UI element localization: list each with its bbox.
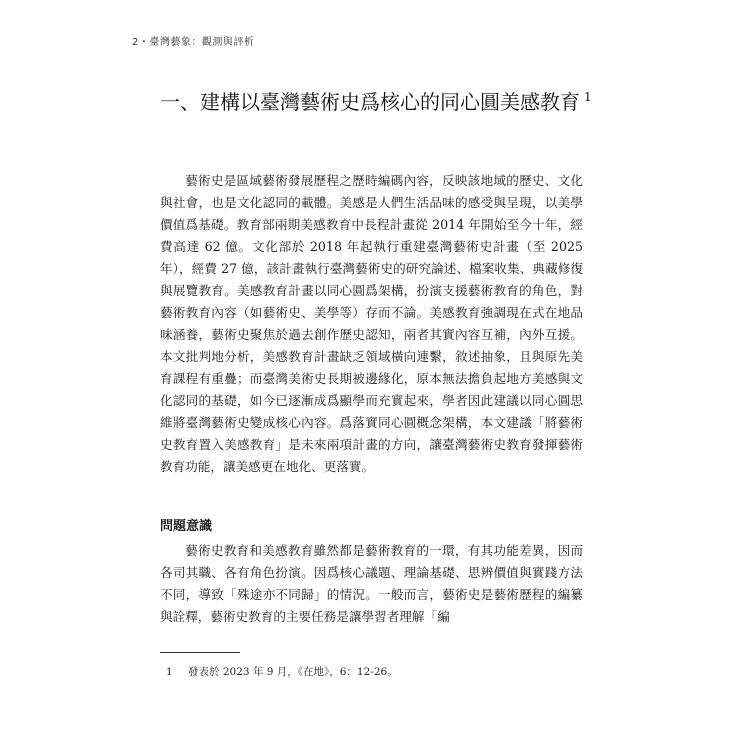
footnote-divider (160, 652, 240, 653)
chapter-title-text: 一、建構以臺灣藝術史爲核心的同心圓美感教育 (160, 90, 580, 114)
footnote-marker: 1 (584, 90, 592, 105)
chapter-title (160, 86, 630, 115)
issue-paragraph: 藝術史教育和美感教育雖然都是藝術教育的一環，有其功能差異，因而各司其職、各有角色扮演。因爲核心議題、理論基礎、思辨價值與實踐方法不同，導致「殊途亦不同歸」的情況。一般而言，藝術史是藝術歷程的編纂與詮釋，藝術史教育的主要任務是讓學習者理解「編 (160, 543, 583, 624)
running-head: 2・臺灣藝象：觀測與評析 (132, 37, 255, 48)
footnote (166, 664, 398, 679)
section-heading: 問題意識 (160, 519, 213, 534)
footnote-text: 發表於 2023 年 9 月，《在地》，6：12-26。 (188, 666, 398, 678)
intro-paragraph: 藝術史是區域藝術發展歷程之歷時編碼內容，反映該地域的歷史、文化與社會，也是文化認同的載體。美感是人們生活品味的感受與呈現，以美學價值爲基礎。教育部兩期美感教育中長程計畫從 2014 年開始至今十年，經費高達 62 億。文化部於 2018 年起執行重建臺灣藝術史計畫（至 2025 年），經費 27 億，該計畫執行臺灣藝術史的研究論述、檔案收集、典藏修復與展覽教育。美感教育計畫以同心圓爲架構，扮演支援藝術教育的角色，對藝術教育內容（如藝術史、美學等）存而不論。美感教育強調現在式在地品味涵養，藝術史聚焦於過去創作歷史認知，兩者其實內容互補，內外互援。本文批判地分析，美感教育計畫缺乏領域橫向連繫，敘述抽象，且與原先美育課程有重疊；而臺灣美術史長期被邊緣化，原本無法擔負起地方美感與文化認同的基礎，如今已逐漸成爲顯學而充實起來，學者因此建議以同心圓思維將臺灣藝術史變成核心內容。爲落實同心圓概念架構，本文建議「將藝術史教育置入美感教育」是未來兩項計畫的方向，讓臺灣藝術史教育發揮藝術教育功能，讓美感更在地化、更落實。 (160, 173, 583, 474)
footnote-number: 1 (166, 666, 173, 678)
